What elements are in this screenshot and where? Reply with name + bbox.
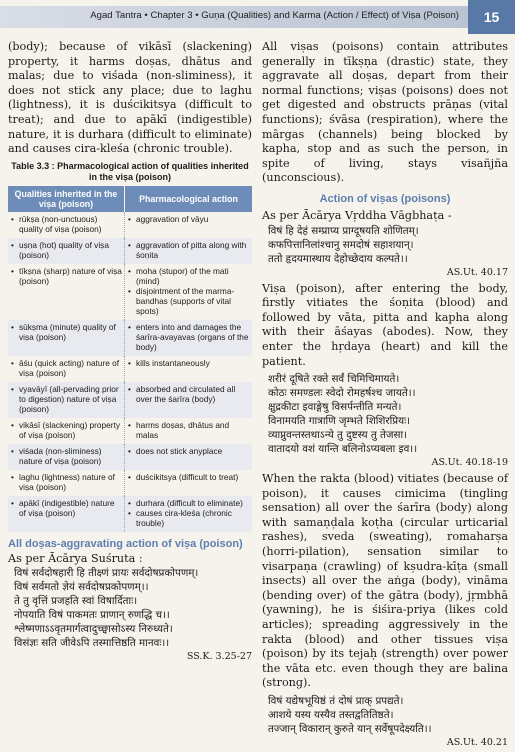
verse-line: व्याप्नुवन्तस्तथाऽन्ये तु दुष्टस्य तु तेजसा। bbox=[268, 429, 408, 442]
verse-line: विनामयति गात्राणि जृम्भते शिशिरप्रियः। bbox=[268, 415, 411, 428]
verse-line: विषं सर्वदोषहारी हि तीक्ष्णं प्रायः सर्वदोषप्रकोपणम्। bbox=[14, 567, 199, 580]
action-cell bbox=[125, 444, 253, 470]
quality-cell bbox=[8, 382, 125, 418]
action-text: • absorbed and circulated all over the śarīra (body) bbox=[127, 384, 250, 404]
page-number: 15 bbox=[468, 0, 515, 34]
quality-cell bbox=[8, 264, 125, 320]
section-heading: All doṣas-aggravating action of viṣa (poison) bbox=[8, 537, 243, 550]
verse-line: कफपित्तानिलांश्चानु समदोषं सहाशयान्। bbox=[268, 238, 414, 251]
running-head: Agad Tantra • Chapter 3 • Guṇa (Qualities) and Karma (Action / Effect) of Viṣa (Poison) bbox=[90, 10, 459, 21]
page-header bbox=[0, 0, 515, 34]
action-cell bbox=[125, 382, 253, 418]
quality-cell bbox=[8, 238, 125, 264]
quality-cell bbox=[8, 418, 125, 444]
table-row bbox=[8, 444, 252, 470]
quality-text: • vikāsī (slackening) property of viṣa (poison) bbox=[10, 420, 122, 440]
action-text: • enters into and damages the śarīra-avayavas (organs of the body) bbox=[127, 322, 250, 352]
verse-line: शरीरं दूषिते रक्ते सर्वं चिमिचिमायते। bbox=[268, 373, 400, 386]
action-cell bbox=[125, 356, 253, 382]
table-header-qualities: Qualities inherited in the viṣa (poison) bbox=[8, 186, 125, 212]
table-caption: Table 3.3 : Pharmacological action of qualities inherited in the viṣa (poison) bbox=[11, 160, 249, 182]
table-row bbox=[8, 264, 252, 320]
quality-cell bbox=[8, 212, 125, 238]
verse-line: ततो हृदयमास्थाय देहोच्छेदाय कल्पते।। bbox=[268, 252, 408, 265]
verse-line: विषं यद्येषभूयिष्ठं तं दोषं प्राक् प्रपद्यते। bbox=[268, 695, 404, 707]
as-per-vagbhata: As per Ācārya Vṛddha Vāgbhaṭa - bbox=[262, 208, 452, 222]
paragraph-visa-enter: Viṣa (poison), after entering the body, firstly vitiates the śoṇita (blood) and followed by vāta, pitta and kapha along with their āśayas (abodes). Now, they enter the hṛdaya (heart) and kill the patient. bbox=[262, 281, 508, 368]
action-cell bbox=[125, 320, 253, 356]
verse-line: विषं हि देहं सम्प्राप्य प्राग्दूषयति शोणितम्। bbox=[268, 224, 419, 237]
quality-cell bbox=[8, 444, 125, 470]
action-cell bbox=[125, 418, 253, 444]
action-text: • harms doṣas, dhātus and malas bbox=[127, 420, 250, 440]
verse-line: विषं सर्वमतो ज्ञेयं सर्वदोषप्रकोपणम्।। bbox=[14, 581, 149, 594]
verse-block-1 bbox=[262, 224, 508, 266]
table-row bbox=[8, 382, 252, 418]
left-column bbox=[8, 40, 252, 666]
table-row bbox=[8, 470, 252, 496]
intro-paragraph: (body); because of vikāsī (slackening) property, it harms doṣas, dhātus and malas; due to viśada (non-sliminess), it does not stick any place; due to laghu (lightness), it is duścikitsya (difficult to treat); and due to apākī (indigestible) nature, it is durhara (difficult to eliminate) and causes cira-kleśa (chronic trouble). bbox=[8, 40, 252, 156]
quality-cell bbox=[8, 320, 125, 356]
action-text: • kills instantaneously bbox=[127, 358, 250, 368]
quality-cell bbox=[8, 356, 125, 382]
table-row bbox=[8, 212, 252, 238]
reference-susruta: SS.K. 3.25-27 bbox=[186, 651, 252, 663]
quality-text: • rūkṣa (non-unctuous) quality of viṣa (poison) bbox=[10, 214, 122, 234]
quality-text: • viśada (non-sliminess) nature of viṣa (poison) bbox=[10, 446, 122, 466]
verse-line: विसंज्ञः सति जीवेऽपि तस्मात्तिष्ठति मानवः।। bbox=[14, 637, 170, 650]
table-header-action: Pharmacological action bbox=[125, 186, 253, 212]
verse-line: वातादयो वशं यान्ति बलिनोऽप्यबला इव।। bbox=[268, 443, 418, 456]
verse-line: क्षुद्रकीटा इवाङ्गेषु विसर्पन्तीति मन्यते। bbox=[268, 401, 402, 414]
table-row bbox=[8, 320, 252, 356]
table-body bbox=[8, 212, 252, 532]
qualities-table bbox=[8, 186, 252, 532]
quality-text: • apākī (indigestible) nature of viṣa (poison) bbox=[10, 498, 122, 518]
quality-cell bbox=[8, 470, 125, 496]
quality-text: • uṣṇa (hot) quality of viṣa (poison) bbox=[10, 240, 122, 260]
verse-block-susruta bbox=[8, 566, 252, 650]
reference-3: AS.Ut. 40.21 bbox=[446, 737, 508, 748]
paragraph-rakta: When the rakta (blood) vitiates (because of poison), it causes cimicima (tingling sensation) all over the śarīra (body) along with samaṇḍala koṭha (circular urticarial rashes), sveda (sweating), romaharṣa (horri-pilation), sensation similar to visarpaṇa (crawling) of kṣudra-kīṭa (small insects) all over the aṅga (body), vināma (bending over) of the gātra (body), jṛmbhā (yawning), he is śiśira-priya (likes cold articles); spreading aggressively in the rakta (blood) and other tissues viṣa (poison) by its tejaḥ (strength) over power the vāta etc. even though they are balina (strong). bbox=[262, 472, 508, 690]
action-text: • durhara (difficult to eliminate) bbox=[127, 498, 250, 508]
verse-line: श्लेष्मणाऽऽवृतमार्गत्वादुच्छ्वासोऽस्य निरुध्यते। bbox=[14, 623, 173, 636]
action-cell bbox=[125, 212, 253, 238]
verse-line: नोपयाति विषं पाकमतः प्राणान् रुणद्धि च।। bbox=[14, 609, 170, 622]
reference-1: AS.Ut. 40.17 bbox=[446, 266, 508, 278]
table-row bbox=[8, 356, 252, 382]
action-text: • causes cira-kleśa (chronic trouble) bbox=[127, 508, 250, 528]
quality-text: • laghu (lightness) nature of viṣa (poison) bbox=[10, 472, 122, 492]
paragraph-attributes: All viṣas (poisons) contain attributes generally in tīkṣṇa (drastic) state, they aggravate all doṣas, depart from their normal functions; viṣas (poisons) does not get digested and obstructs prāṇas (vital functions); śvāsa (respiration), where the mārgas (channels) being blocked by kapha, stop and as such the person, in spite of living, stays visañjña (unconscious). bbox=[262, 40, 508, 185]
action-text: • moha (stupor) of the mati (mind) bbox=[127, 266, 250, 286]
quality-cell bbox=[8, 496, 125, 532]
table-row bbox=[8, 496, 252, 532]
table-row bbox=[8, 418, 252, 444]
action-text: • aggravation of pitta along with śoṇita bbox=[127, 240, 250, 260]
quality-text: • āśu (quick acting) nature of viṣa (poison) bbox=[10, 358, 122, 378]
action-cell bbox=[125, 238, 253, 264]
action-text: • disjointment of the marma-bandhas (supports of vital spots) bbox=[127, 286, 250, 316]
action-text: • duścikitsya (difficult to treat) bbox=[127, 472, 250, 482]
as-per-susruta: As per Ācārya Suśruta : bbox=[8, 551, 143, 565]
action-heading: Action of viṣas (poisons) bbox=[319, 192, 451, 205]
action-cell bbox=[125, 264, 253, 320]
action-cell bbox=[125, 470, 253, 496]
action-cell bbox=[125, 496, 253, 532]
reference-2: AS.Ut. 40.18-19 bbox=[431, 457, 508, 469]
verse-block-2 bbox=[262, 372, 508, 456]
quality-text: • sūkṣma (minute) quality of viṣa (poison) bbox=[10, 322, 122, 342]
action-text: • does not stick anyplace bbox=[127, 446, 250, 456]
right-column bbox=[262, 40, 508, 752]
table-row bbox=[8, 238, 252, 264]
verse-line: कोठः समण्डलः स्वेदो रोमहर्षश्च जायते।। bbox=[268, 387, 416, 400]
quality-text: • vyavāyī (all-pervading prior to digestion) nature of viṣa (poison) bbox=[10, 384, 122, 414]
verse-line: आशये यस्य यस्यैव तस्तद्वतितिष्ठते। bbox=[268, 709, 394, 721]
action-text: • aggravation of vāyu bbox=[127, 214, 250, 224]
verse-line: ते तु वृत्तिं प्रजहति स्वां विषार्दिताः। bbox=[14, 595, 138, 608]
verse-line: तज्जान् विकारान् कुरुते यान् सर्वेषूपदेक्ष्यति।। bbox=[268, 723, 432, 735]
quality-text: • tīkṣṇa (sharp) nature of viṣa (poison) bbox=[10, 266, 122, 286]
